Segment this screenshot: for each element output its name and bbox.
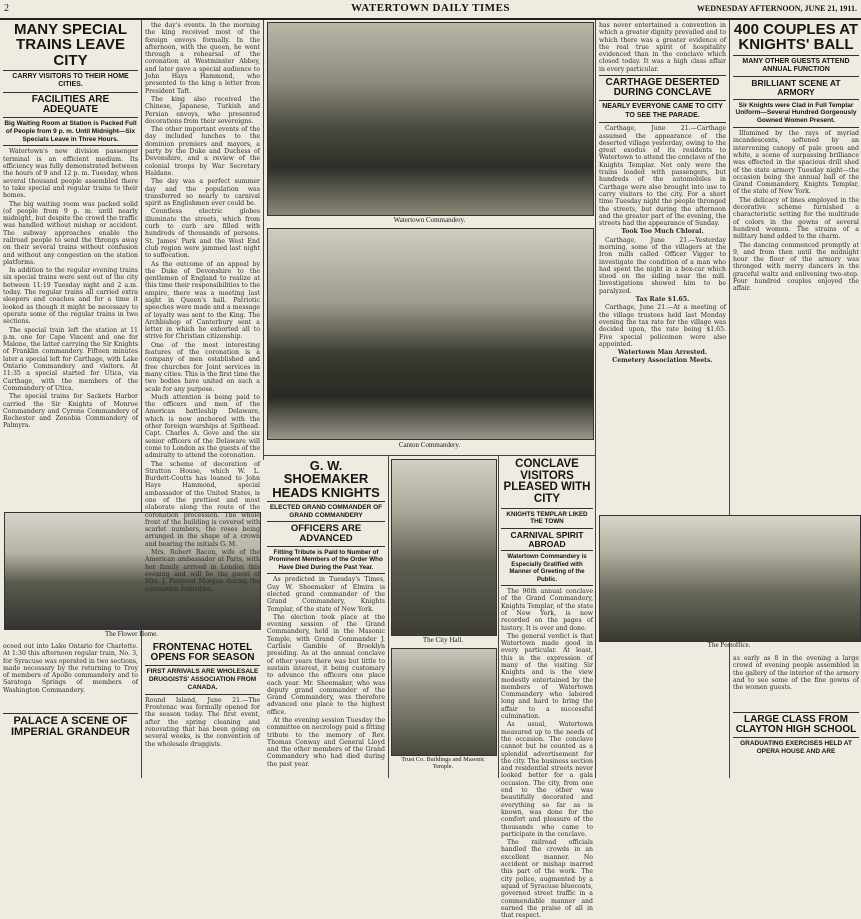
headline-clayton: LARGE CLASS FROM CLAYTON HIGH SCHOOL bbox=[735, 714, 857, 736]
subhead-cemetery: Cemetery Association Meets. bbox=[612, 357, 713, 365]
column-frontenac bbox=[145, 643, 260, 778]
column-shoemaker bbox=[267, 459, 385, 778]
subhead-officers-advanced: OFFICERS ARE ADVANCED bbox=[290, 523, 362, 545]
newspaper-title: WATERTOWN DAILY TIMES bbox=[350, 2, 511, 14]
caption-postoffice: The Postoffice. bbox=[707, 641, 751, 649]
photo-postoffice bbox=[599, 515, 861, 642]
column-clayton: as early as 8 in the evening a large crowd of evening people assembled in the gallery of the interior of the armory and to see some of the fine gowns of the women guests. LARGE CLASS FROM CLAYTON HIGH SCHOOL GRADUATING EXERCISES HELD AT OPERA HOUSE AND ARE bbox=[733, 655, 859, 756]
column-conclave bbox=[501, 458, 593, 919]
column-rule bbox=[498, 456, 499, 778]
column-rule bbox=[263, 20, 264, 460]
deck-gratified: Watertown Commandery is Especially Gratified with Manner of Greeting of the Public. bbox=[507, 553, 587, 583]
subhead-man-arrested: Watertown Man Arrested. bbox=[618, 349, 707, 357]
headline-shoemaker: G. W. SHOEMAKER HEADS KNIGHTS bbox=[272, 458, 380, 500]
column-rule bbox=[729, 20, 730, 778]
article-body-ball: Illumined by the rays of myriad incandescents, softened by an intervening canopy of pale green and white, a scene of surpassing brilliance was effected in the spacious drill shed of the state armory Tuesday night—the occasion being the annual ball of the Grand Commandery, Knights Templar, of the state of New York. The delicacy of lines employed in the decorative scheme furnished a characteristic setting for the multitude of colors in the gowns of several hundred women. The strains of a military band added to the charm. The dancing commenced promptly at 9, and from then until the midnight hour the floor of the armory was thronged with merry dancers in the graceful waltz and enlivening two-step. Four hundred couples enjoyed the affair. bbox=[733, 130, 859, 293]
subhead-chloral: Took Too Much Chloral. bbox=[621, 228, 704, 236]
deck-many-guests: MANY OTHER GUESTS ATTEND ANNUAL FUNCTION bbox=[742, 57, 850, 73]
page-number: 2 bbox=[4, 3, 9, 14]
subhead-facilities: FACILITIES ARE ADEQUATE bbox=[31, 93, 110, 115]
column-trains-continued: oceed out into Lake Ontario for Charlotte. At 1:30 this afternoon regular train, No. 3, for Syracuse was operated in two sections, made necessary by the returning to Troy of members of Apollo commandery and to Saratoga Springs of members of Washington Commandery. PALACE A SCENE OF IMPERIAL GRANDEUR bbox=[3, 643, 138, 739]
photo-watertown-commandery bbox=[267, 22, 594, 216]
headline-palace: PALACE A SCENE OF IMPERIAL GRANDEUR bbox=[11, 715, 130, 739]
issue-date: WEDNESDAY AFTERNOON, JUNE 21, 1911. bbox=[696, 4, 857, 13]
subhead-tax-rate: Tax Rate $1.65. bbox=[635, 296, 690, 304]
column-coronation bbox=[145, 22, 260, 593]
article-body-carthage: Carthage, June 21.—Carthage assumed the appearance of the deserted village yesterday, owing to the great exodus of its residents to Watertown to attend the conclave of the Knights Templar. Not only were the trains loaded with passengers, but hundreds of the automobiles in Carthage were also brought into use to carry visitors to the city. For a short time Tuesday night the people thronged the streets, but during the afternoon and the greater part of the evening, the streets had the appearance of Sunday. Took Too Much Chloral. Carthage, June 21.—Yesterday morning, some of the villagers at the Iron mills called Officer Vigger to investigate the condition of a man who had spent the night in a box-car which stood on the siding near the mill. Investigations showed him to be paralyzed. Tax Rate $1.65. Carthage, June 21.—At a meeting of the village trustees held last Monday evening the tax rate for the village was decided upon, the rate being $1.65. Five special policemen were also appointed. Watertown Man Arrested. Cemetery Association Meets. bbox=[599, 125, 726, 365]
section-rule bbox=[264, 455, 595, 456]
caption-trust-company: Trust Co. Buildings and Masonic Temple. bbox=[401, 756, 485, 770]
caption-canton-commandery: Canton Commandery. bbox=[398, 441, 461, 449]
caption-city-hall: The City Hall. bbox=[422, 636, 464, 644]
deck-templar-uniform: Sir Knights were Clad in Full Templar Uniform—Several Hundred Gorgeously Gowned Women Present. bbox=[735, 101, 857, 125]
column-rule bbox=[595, 20, 596, 778]
subhead-carnival: CARNIVAL SPIRIT ABROAD bbox=[510, 529, 584, 549]
masthead bbox=[0, 0, 861, 20]
article-body-frontenac: Round Island, June 21.—The Frontenac was formally opened for the season today. The first event, after the spring cleaning and renovating that has been going on several weeks, is the convention of the wholesale druggists. bbox=[145, 696, 260, 748]
article-body-coronation: the day's events. In the morning the king received most of the foreign envoys formally. In the afternoon, with the queen, he went through a rehearsal of the coronation at Westminster Abbey, and later gave a special audience to John Hays Hammond, who presented to the king a letter from President Taft. The king also received the Chinese, Japanese, Turkish and Persian envoys, who presented decorations from their sovereigns. The other important events of the day included lunches to the dominion premiers and mayors, a party by the Duke and Duchess of Devonshire, and a review of the colonial troops by War Secretary Haldane. The day was a perfect summer day and the population was transferred so nearly to carnival spirit as Englishmen ever could be. Countless electric globes illuminate the streets, which from curb to curb are filled with hundreds of thousands of persons. St. James' Park and the West End club region were jammed last night to suffocation. As the outcome of an appeal by the Duke of Devonshire to the gentlemen of England to realize at this time their responsibilities to the empire, there was a meeting last night in Queen's hall. Patriotic speeches were made and a message of loyalty was sent to the King. The Archbishop of Canterbury sent a letter in which he exhorted all to strive for Christian citizenship. One of the most interesting features of the coronation is a company of men established and free churches for Joint services in many cities. This is the first time the two bodies have united on such a scale for any purpose. Much attention is being paid to the officers and men of the American battleship Delaware, which is now anchored with the other foreign warships at Spithead. Capt. Charles A. Gove and the six senior officers of the Delaware will come to London as the guests of the admiralty to attend the coronation. The scheme of decoration of Stratton House, which W. L. Burdett-Coutts has loaned to John Hays Hammond, special ambassador of the United States, is one of the prettiest and most elaborate along the route of the coronation procession. The whole front of the building is covered with scarlet numbers, the roses being arranged in the shape of a crown and bearing the initials G. M. Mrs. Robert Bacon, wife of the American ambassador at Paris, with her family arrived in London this evening and will be the guest of Mrs. J. Pierpont Morgan during the coronation festivities. bbox=[145, 22, 260, 593]
column-carthage: has never entertained a convention in which a greater dignity prevailed and to which there was a greater evidence of the real true spirit of hospitality evidenced than in the conclave which closed today. It was a high class affair in every particular. CARTHAGE DESERTED DURING CONCLAVE NEARLY EVERYONE CAME TO CITY TO SEE THE PARADE. Carthage, June 21.—Carthage assumed the appearance of the deserted village yesterday, owing to the great exodus of its residents to Watertown to attend the conclave of the Knights Templar. Not only were the trains loaded with passengers, but hundreds of the automobiles in Carthage were also brought into use to carry visitors to the city. For a short time Tuesday night the people thronged the streets, but during the afternoon and the greater part of the evening, the streets had the appearance of Sunday. Took Too Much Chloral. Carthage, June 21.—Yesterday morning, some of the villagers at the Iron mills called Officer Vigger to investigate the condition of a man who had spent the night in a box-car which stood on the siding near the mill. Investigations showed him to be paralyzed. Tax Rate $1.65. Carthage, June 21.—At a meeting of the village trustees held last Monday evening the tax rate for the village was decided upon, the rate being $1.65. Five special policemen were also appointed. Watertown Man Arrested. Cemetery Association Meets. bbox=[599, 22, 726, 365]
deck-frontenac: FIRST ARRIVALS ARE WHOLESALE DRUGGISTS' ASSOCIATION FROM CANADA. bbox=[146, 668, 259, 691]
headline-conclave: CONCLAVE VISITORS PLEASED WITH CITY bbox=[503, 458, 591, 506]
deck-waiting-room: Big Waiting Room at Station is Packed Full of People from 9 p. m. Until Midnight—Six Specials Leave in Three Hours. bbox=[4, 120, 137, 143]
column-rule bbox=[388, 456, 389, 778]
article-body-shoemaker: As predicted in Tuesday's Times, Guy W. Shoemaker of Elmira is elected grand commander of the Grand Commandery, Knights Templar, of the state of New York. The election took place at the evening session of the Grand Commandery, held in the Masonic Temple, with Grand Commander J. Carlisle Gamble of Brooklyn presiding. As at the annual conclave of other years there was but little to sustain interest, it being customary to advance the officers one place each year. Mr. Shoemaker, who was deputy grand commander of the Grand Commandery, was therefore advanced one place to the highest office. At the evening session Tuesday the committee on necrology paid a fitting tribute to the memory of Rev. Thomas Conway and General Lloyd and the other members of the Grand Commandery who had died during the past year. bbox=[267, 576, 386, 768]
column-knights-ball bbox=[733, 22, 859, 512]
deck-parade: NEARLY EVERYONE CAME TO CITY TO SEE THE PARADE. bbox=[602, 103, 723, 119]
deck-graduating: GRADUATING EXERCISES HELD AT OPERA HOUSE AND ARE bbox=[740, 740, 852, 756]
subhead-brilliant-scene: BRILLIANT SCENE AT ARMORY bbox=[751, 78, 841, 98]
headline-special-trains: MANY SPECIAL TRAINS LEAVE CITY bbox=[13, 21, 128, 69]
caption-flower-home: The Flower Home. bbox=[104, 630, 159, 638]
deck-carry-visitors: CARRY VISITORS TO THEIR HOME CITIES. bbox=[12, 72, 129, 89]
headline-frontenac: FRONTENAC HOTEL OPENS FOR SEASON bbox=[150, 642, 255, 664]
caption-watertown-commandery: Watertown Commandery. bbox=[393, 216, 466, 224]
deck-fitting-tribute: Fitting Tribute is Paid to Number of Prominent Members of the Order Who Have Died During the Past Year. bbox=[269, 548, 383, 571]
article-body-trains: Watertown's new division passenger terminal is an efficient medium. Its efficiency was fully demonstrated between the hours of 9 and 12 p. m. Tuesday, when several thousand people assembled there to take special and regular trains to their homes. The big waiting room was packed solid (of people from 9 p. m. until nearly midnight, but despite the crowd the traffic was handled without mishap or accident. The subway approaches enable the railroad people to send the throngs away on their several trains without confusion and without any congestion on the station platforms. In addition to the regular evening trains six special trains were sent out of the city between 11:19 Tuesday night and 2 a.m. today. The regular trains all carried extra sleepers and coaches and for a time it looked as though it might be necessary to operate some of the regular trains in two sections. The special train left the station at 11 p.m. one for Cape Vincent and one for Malone, the latter carrying the Sir Knights of Franklin commandery. Fifteen minutes later a special left for Carthage, with Lake Ontario Commandery and visitors. At 11:35 a special started for Utica, via Carthage, with the members of the Commandery of Utica. The special trains for Sackets Harbor carried the Sir Knights of Monroe Commandery and Cyrene Commandery of Rochester and Zenobia Commandery of Palmyra. bbox=[3, 148, 138, 430]
article-body-conclave: The 96th annual conclave of the Grand Commandery, Knights Templar, of the state of New York, is now recorded on the pages of history. It is over and done. The general verdict is that Watertown made good in every particular. At least, this is the expression of many of the visiting Sir Knights and is the view modestly entertained by the members of Watertown Commandery who labored long and hard to bring the affair to a successful culmination. As usual, Watertown measured up to the needs of the occasion. The conclave cannot but be counted as a splendid advertisement for the city. The business section and residential streets never looked better for a gala occasion. The city, from one end to the other was beautifully decorated and everything so far as is known, was done for the comfort and pleasure of the thousands who came to participate in the conclave. The railroad officials handled the crowds in an excellent manner. No accident or mishap marred this part of the work. The city police, augmented by a squad of Syracuse bluecoats, governed street traffic in a commendable manner and earned the praise of all in that respect. bbox=[501, 588, 593, 919]
photo-canton-commandery bbox=[267, 228, 594, 440]
deck-knights-liked: KNIGHTS TEMPLAR LIKED THE TOWN bbox=[506, 510, 588, 526]
headline-knights-ball: 400 COUPLES AT KNIGHTS' BALL bbox=[733, 21, 859, 54]
photo-city-hall bbox=[391, 459, 497, 636]
headline-carthage-deserted: CARTHAGE DESERTED DURING CONCLAVE bbox=[605, 77, 720, 99]
photo-trust-company bbox=[391, 648, 497, 756]
deck-elected: ELECTED GRAND COMMANDER OF GRAND COMMANDERY bbox=[269, 503, 383, 519]
column-rule bbox=[141, 20, 142, 778]
